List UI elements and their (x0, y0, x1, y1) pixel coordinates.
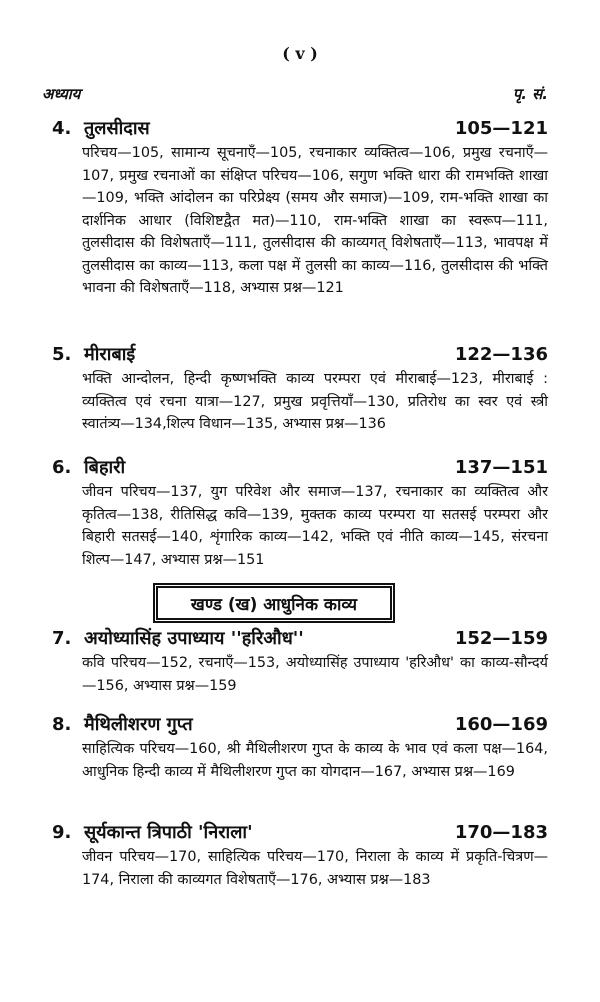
chapter-title: अयोध्यासिंह उपाध्याय ''हरिऔध'' (84, 628, 304, 649)
page-number: ( v ) (282, 44, 318, 63)
chapter-contents: जीवन परिचय—170, साहित्यिक परिचय—170, निराला के काव्य में प्रकृति-चित्रण—174, निराला की काव्यगत विशेषताएँ—176, अभ्यास प्रश्न—183 (82, 849, 548, 888)
chapter-title: सूर्यकान्त त्रिपाठी 'निराला' (84, 822, 253, 843)
chapter-pages: 152—159 (454, 628, 548, 649)
section-heading: खण्ड (ख) आधुनिक काव्य (156, 586, 392, 620)
chapter-number: 6. (52, 457, 72, 478)
chapter-entry (52, 820, 548, 891)
chapter-entry (52, 116, 548, 300)
chapter-number: 5. (52, 344, 72, 365)
chapter-pages: 105—121 (454, 118, 548, 139)
chapter-contents: परिचय—105, सामान्य सूचनाएँ—105, रचनाकार व्यक्तित्व—106, प्रमुख रचनाएँ—107, प्रमुख रचनाओं का संक्षिप्त परिचय—106, सगुण भक्ति धारा की रामभक्ति शाखा—109, भक्ति आंदोलन का परिप्रेक्ष्य (समय और समाज)—109, राम-भक्ति शाखा का दार्शनिक आधार (विशिष्टद्वैत मत)—110, राम-भक्ति शाखा का स्वरूप—111, तुलसीदास की विशेषताएँ—111, तुलसीदास की काव्यगत् विशेषताएँ—113, भावपक्ष में तुलसीदास का काव्य—113, कला पक्ष में तुलसी का काव्य—116, तुलसीदास की भक्ति भावना की विशेषताएँ—118, अभ्यास प्रश्न—121 (82, 145, 548, 296)
chapter-entry (52, 342, 548, 436)
chapter-contents: भक्ति आन्दोलन, हिन्दी कृष्णभक्ति काव्य परम्परा एवं मीराबाई—123, मीराबाई : व्यक्तित्व एवं रचना यात्रा—127, प्रमुख प्रवृत्तियाँ—130, प्रतिरोध का स्वर एवं स्त्री स्वातंत्र्य—134,शिल्प विधान—135, अभ्यास प्रश्न—136 (82, 371, 548, 432)
chapter-pages: 170—183 (454, 822, 548, 843)
chapter-number: 9. (52, 822, 72, 843)
chapter-contents: कवि परिचय—152, रचनाएँ—153, अयोध्यासिंह उपाध्याय 'हरिऔध' का काव्य-सौन्दर्य—156, अभ्यास प्रश्न—159 (82, 655, 548, 694)
chapter-pages: 122—136 (454, 344, 548, 365)
page-column-heading: पृ. सं. (512, 85, 548, 103)
chapter-entry (52, 626, 548, 697)
chapter-title: मैथिलीशरण गुप्त (84, 714, 193, 735)
chapter-column-heading: अध्याय (42, 85, 81, 103)
chapter-number: 8. (52, 714, 72, 735)
chapter-number: 7. (52, 628, 72, 649)
chapter-title: तुलसीदास (84, 118, 150, 139)
chapter-title: मीराबाई (84, 344, 136, 365)
chapter-pages: 160—169 (454, 714, 548, 735)
chapter-title: बिहारी (84, 457, 126, 478)
chapter-contents: साहित्यिक परिचय—160, श्री मैथिलीशरण गुप्त के काव्य के भाव एवं कला पक्ष—164, आधुनिक हिन्दी काव्य में मैथिलीशरण गुप्त का योगदान—167, अभ्यास प्रश्न—169 (82, 741, 548, 780)
chapter-entry (52, 455, 548, 571)
chapter-pages: 137—151 (454, 457, 548, 478)
chapter-contents: जीवन परिचय—137, युग परिवेश और समाज—137, रचनाकार का व्यक्तित्व और कृतित्व—138, रीतिसिद्ध कवि—139, मुक्तक काव्य परम्परा या सतसई परम्परा और बिहारी सतसई—140, शृंगारिक काव्य—142, भक्ति एवं नीति काव्य—145, संरचना शिल्प—147, अभ्यास प्रश्न—151 (82, 484, 548, 568)
chapter-number: 4. (52, 118, 72, 139)
chapter-entry (52, 712, 548, 783)
